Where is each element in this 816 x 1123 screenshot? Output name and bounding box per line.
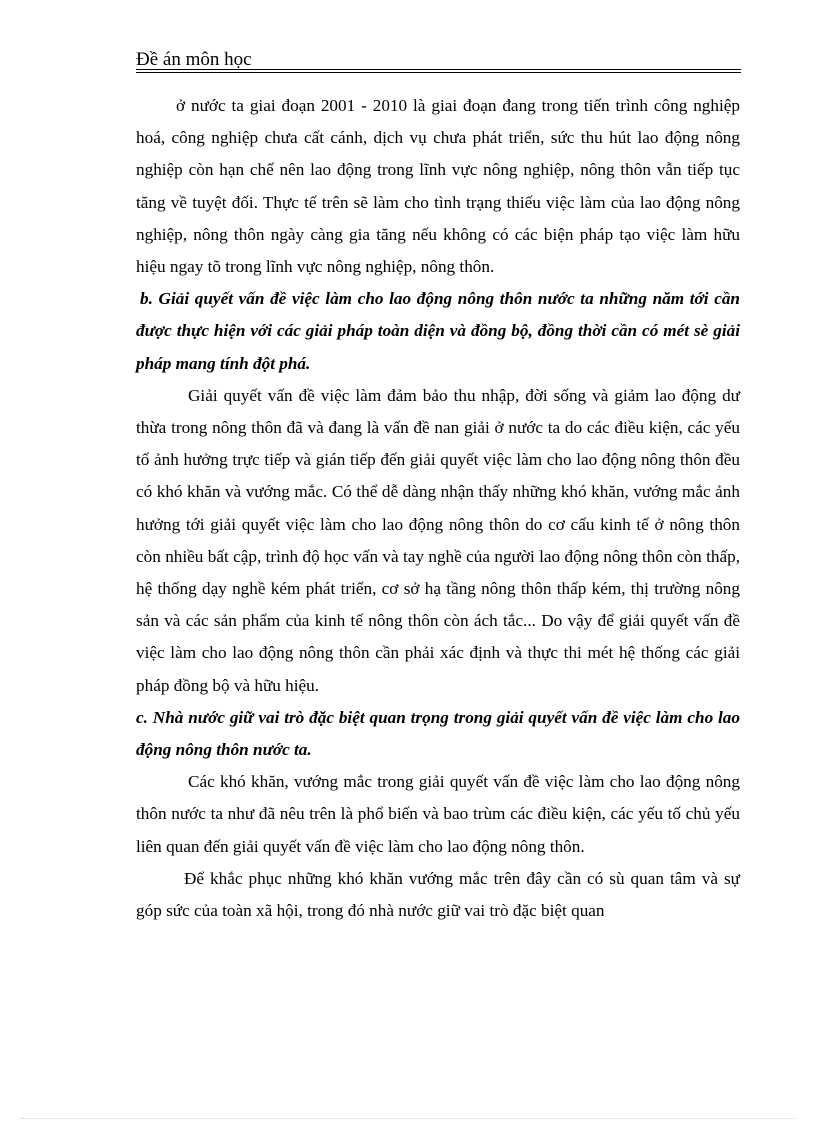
header-rule-thick [136,69,741,70]
paragraph-4: Để khắc phục những khó khăn vướng mắc trên đây cần có sù quan tâm và sự góp sức của toàn xã hội, trong đó nhà nước giữ vai trò đặc biệt quan [136,868,740,921]
page-header [136,48,741,72]
section-heading-b: b. Giải quyết vấn đề việc làm cho lao động nông thôn nước ta những năm tới cần được thực hiện với các giải pháp toàn diện và đồng bộ, đồng thời cần có mét sè giải pháp mang tính đột phá. [136,289,740,373]
header-title: Đề án môn học [136,49,252,70]
page-bottom-divider [20,1118,796,1119]
paragraph-1: ở nước ta giai đoạn 2001 - 2010 là giai đoạn đang trong tiến trình công nghiệp hoá, công nghiệp chưa cất cánh, dịch vụ chưa phát triển, sức thu hút lao động nông nghiệp còn hạn chế nên lao động trong lĩnh vực nông nghiệp, nông thôn vẫn tiếp tục tăng về tuyệt đối. Thực tế trên sẽ làm cho tình trạng thiếu việc làm của lao động nông nghiệp, nông thôn ngày càng gia tăng nếu không có các biện pháp tạo việc làm hữu hiệu ngay tõ trong lĩnh vực nông nghiệp, nông thôn. [136,96,740,277]
paragraph-2: Giải quyết vấn đề việc làm đảm bảo thu nhập, đời sống và giảm lao động dư thừa trong nông thôn đã và đang là vấn đề nan giải ở nước ta do các điều kiện, các yếu tố ảnh hưởng trực tiếp và gián tiếp đến giải quyết việc làm cho lao động nông thôn đều có khó khăn và vướng mắc. Có thể dễ dàng nhận thấy những khó khăn, vướng mắc ảnh hưởng tới giải quyết việc làm cho lao động nông thôn do cơ cấu kinh tế ở nông thôn còn nhiều bất cập, trình độ học vấn và tay nghề của người lao động nông thôn còn thấp, hệ thống dạy nghề kém phát triển, cơ sở hạ tầng nông thôn thấp kém, thị trường nông sản và các sản phẩm của kinh tế nông thôn còn ách tắc... Do vậy để giải quyết vấn đề việc làm cho lao động nông thôn cần phải xác định và thực thi mét hệ thống các giải pháp đồng bộ và hữu hiệu. [136,385,740,695]
paragraph-3: Các khó khăn, vướng mắc trong giải quyết vấn đề việc làm cho lao động nông thôn nước ta như đã nêu trên là phổ biến và bao trùm các điều kiện, các yếu tố chủ yếu liên quan đến giải quyết vấn đề việc làm cho lao động nông thôn. [136,772,740,856]
document-body [136,90,740,927]
header-rule-thin [136,72,741,73]
section-heading-c: c. Nhà nước giữ vai trò đặc biệt quan trọng trong giải quyết vấn đề việc làm cho lao động nông thôn nước ta. [136,707,740,760]
